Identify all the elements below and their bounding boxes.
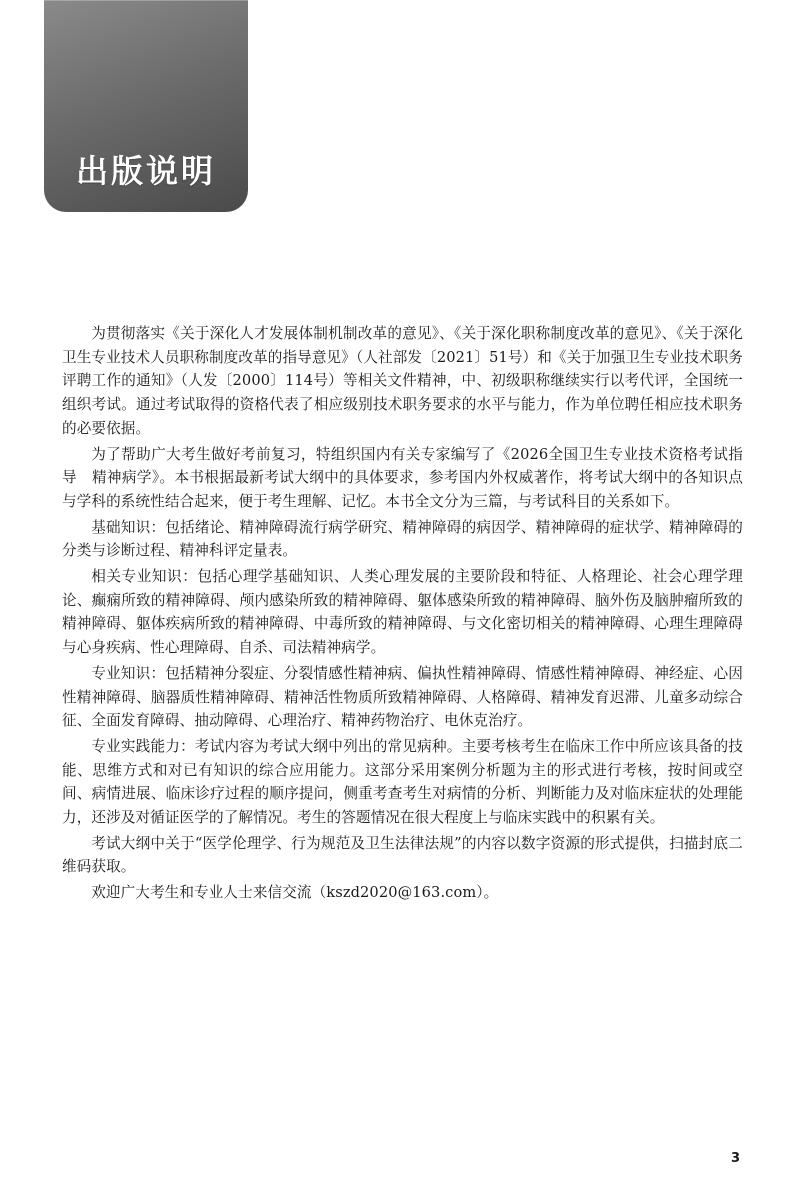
paragraph-purpose: 为了帮助广大考生做好考前复习，特组织国内有关专家编写了《2026全国卫生专业技术资格考试指导 精神病学》。本书根据最新考试大纲中的具体要求，参考国内外权威著作，将考试大纲中的各知识点与学科的系统性结合起来，便于考生理解、记忆。本书全文分为三篇，与考试科目的关系如下。 bbox=[62, 445, 743, 510]
page-number: 3 bbox=[730, 1151, 740, 1166]
paragraph-basic-knowledge: 基础知识：包括绪论、精神障碍流行病学研究、精神障碍的病因学、精神障碍的症状学、精神障碍的分类与诊断过程、精神科评定量表。 bbox=[62, 518, 743, 560]
body-text bbox=[62, 322, 743, 907]
paragraph-practice-ability: 专业实践能力：考试内容为考试大纲中列出的常见病种。主要考核考生在临床工作中所应该具备的技能、思维方式和对已有知识的综合应用能力。这部分采用案例分析题为主的形式进行考核，按时间或空间、病情进展、临床诊疗过程的顺序提问，侧重考查考生对病情的分析、判断能力及对临床症状的处理能力，还涉及对循证医学的了解情况。考生的答题情况在很大程度上与临床实践中的积累有关。 bbox=[62, 737, 743, 827]
paragraph-related-knowledge: 相关专业知识：包括心理学基础知识、人类心理发展的主要阶段和特征、人格理论、社会心理学理论、癫痫所致的精神障碍、颅内感染所致的精神障碍、躯体感染所致的精神障碍、脑外伤及脑肿瘤所致的精神障碍、躯体疾病所致的精神障碍、中毒所致的精神障碍、与文化密切相关的精神障碍、心理生理障碍与心身疾病、性心理障碍、自杀、司法精神病学。 bbox=[62, 568, 743, 657]
paragraph-digital-resources: 考试大纲中关于“医学伦理学、行为规范及卫生法律法规”的内容以数字资源的形式提供，扫描封底二维码获取。 bbox=[62, 834, 743, 876]
title-banner bbox=[44, 0, 248, 212]
paragraph-professional-knowledge: 专业知识：包括精神分裂症、分裂情感性精神病、偏执性精神障碍、情感性精神障碍、神经症、心因性精神障碍、脑器质性精神障碍、精神活性物质所致精神障碍、人格障碍、精神发育迟滞、儿童多动综合征、全面发育障碍、抽动障碍、心理治疗、精神药物治疗、电休克治疗。 bbox=[62, 664, 743, 730]
paragraph-contact: 欢迎广大考生和专业人士来信交流（kszd2020@163.com）。 bbox=[91, 884, 499, 902]
paragraph-policy: 为贯彻落实《关于深化人才发展体制机制改革的意见》、《关于深化职称制度改革的意见》、《关于深化卫生专业技术人员职称制度改革的指导意见》（人社部发〔2021〕51号）和《关于加强卫生专业技术职务评聘工作的通知》（人发〔2000〕114号）等相关文件精神，中、初级职称继续实行以考代评，全国统一组织考试。通过考试取得的资格代表了相应级别技术职务要求的水平与能力，作为单位聘任相应技术职务的必要依据。 bbox=[62, 325, 743, 437]
page-title: 出版说明 bbox=[76, 152, 217, 190]
